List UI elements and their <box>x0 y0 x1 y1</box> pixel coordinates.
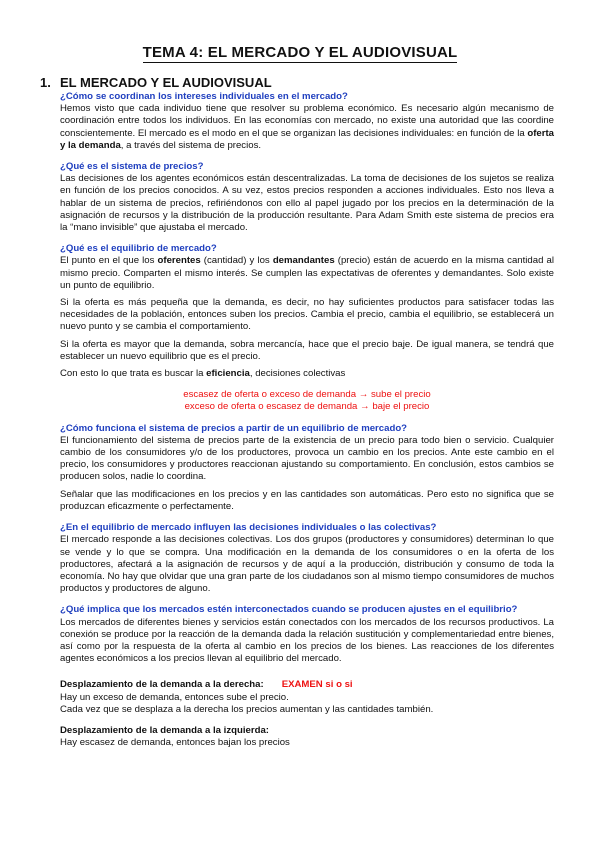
paragraph: El punto en el que los oferentes (cantidad) y los demandantes (precio) están de acuerdo en la misma cantidad al mismo precio. Comparten el mismo interés. Se cumplen las expectativas de oferentes y demandantes. Solo existe un punto de equilibrio. <box>60 255 554 291</box>
paragraph: Hay un exceso de demanda, entonces sube el precio. <box>60 691 289 703</box>
question-heading: ¿Qué es el equilibrio de mercado? <box>60 243 217 255</box>
document-body <box>60 91 554 749</box>
question-heading: ¿Cómo funciona el sistema de precios a partir de un equilibrio de mercado? <box>60 422 408 434</box>
paragraph: Los mercados de diferentes bienes y servicios están conectados con los mercados de los recursos productivos. La conexión se produce por la reacción de la demanda dada la relación sustitución y complementariedad entre bienes, así como por la respuesta de la oferta al cambio en los precios de los bienes. Las reacciones de los diferentes agentes económicos a los precios llevan al equilibrio del mercado. <box>60 616 554 665</box>
paragraph: Cada vez que se desplaza a la derecha los precios aumentan y las cantidades también. <box>60 703 434 715</box>
paragraph: Señalar que las modificaciones en los precios y en las cantidades son automáticas. Pero esto no significa que se produzcan eficazmente o perfectamente. <box>60 488 554 512</box>
paragraph: El mercado responde a las decisiones colectivas. Los dos grupos (productores y consumidores) determinan lo que se vende y lo que se compra. Una modificación en la demanda de los consumidores o en la oferta de los productores, afectará a la asignación de recursos y de aquí a la producción, distribución y consumo de toda la economía. No hay que olvidar que una gran parte de los ciudadanos son al mismo tiempo consumidores de muchos productos y productores de alguno. <box>60 534 554 595</box>
subheading: Desplazamiento de la demanda a la derecha: EXAMEN si o si <box>60 679 353 691</box>
paragraph: Si la oferta es más pequeña que la demanda, es decir, no hay suficientes productos para satisfacer todas las necesidades de la población, entonces suben los precios. Cambia el precio, cambia el equilibrio, se establecerá un nuevo punto y se cambia el comportamiento. <box>60 297 554 333</box>
paragraph: El funcionamiento del sistema de precios parte de la existencia de un precio para todo bien o servicio. Cualquier cambio de los consumidores y/o de los productores, provoca un cambio en los precios. Ante este cambio en el precio, los consumidores y productores reaccionan ajustando su comportamiento. En conclusión, estos cambios se producen solos, nadie lo coordina. <box>60 434 554 483</box>
question-heading: ¿Qué es el sistema de precios? <box>60 161 204 173</box>
paragraph: Hay escasez de demanda, entonces bajan los precios <box>60 737 290 749</box>
section-title: EL MERCADO Y EL AUDIOVISUAL <box>60 75 272 90</box>
question-heading: ¿Qué implica que los mercados estén interconectados cuando se producen ajustes en el equilibrio? <box>60 604 518 616</box>
rule-highlight: escasez de oferta o exceso de demanda → sube el precio <box>183 389 431 401</box>
paragraph: Si la oferta es mayor que la demanda, sobra mercancía, hace que el precio baje. De igual manera, se tendrá que establecer un nuevo equilibrio que es el precio. <box>60 338 554 362</box>
subheading: Desplazamiento de la demanda a la izquierda: <box>60 724 269 736</box>
rule-highlight: exceso de oferta o escasez de demanda → baje el precio <box>184 401 430 413</box>
question-heading: ¿En el equilibrio de mercado influyen las decisiones individuales o las colectivas? <box>60 522 437 534</box>
section-number: 1. <box>40 75 51 90</box>
paragraph: Las decisiones de los agentes económicos están descentralizadas. La toma de decisiones de los sujetos se realiza en función de los precios conocidos. A su vez, estos precios responden a acciones individuales. Esto nos lleva a hablar de un sistema de precios, refiriéndonos con ello al papel jugado por los precios en la determinación de la asignación de recursos y la distribución de la producción resultante. Para Adam Smith este sistema de precios era la “mano invisible” que ajustaba el mercado. <box>60 173 554 234</box>
question-heading: ¿Cómo se coordinan los intereses individuales en el mercado? <box>60 91 348 102</box>
paragraph: Hemos visto que cada individuo tiene que resolver su problema económico. Es necesario algún mecanismo de coordinación entre todos los individuos. En las economías con mercado, no existe una autoridad que las coordine conscientemente. El mercado es el modo en el que se organizan las decisiones individuales: en función de la oferta y la demanda, a través del sistema de precios. <box>60 103 554 151</box>
paragraph: Con esto lo que trata es buscar la eficiencia, decisiones colectivas <box>60 368 346 380</box>
document-title: TEMA 4: EL MERCADO Y EL AUDIOVISUAL <box>142 44 458 61</box>
exam-badge: EXAMEN si o si <box>281 679 353 691</box>
